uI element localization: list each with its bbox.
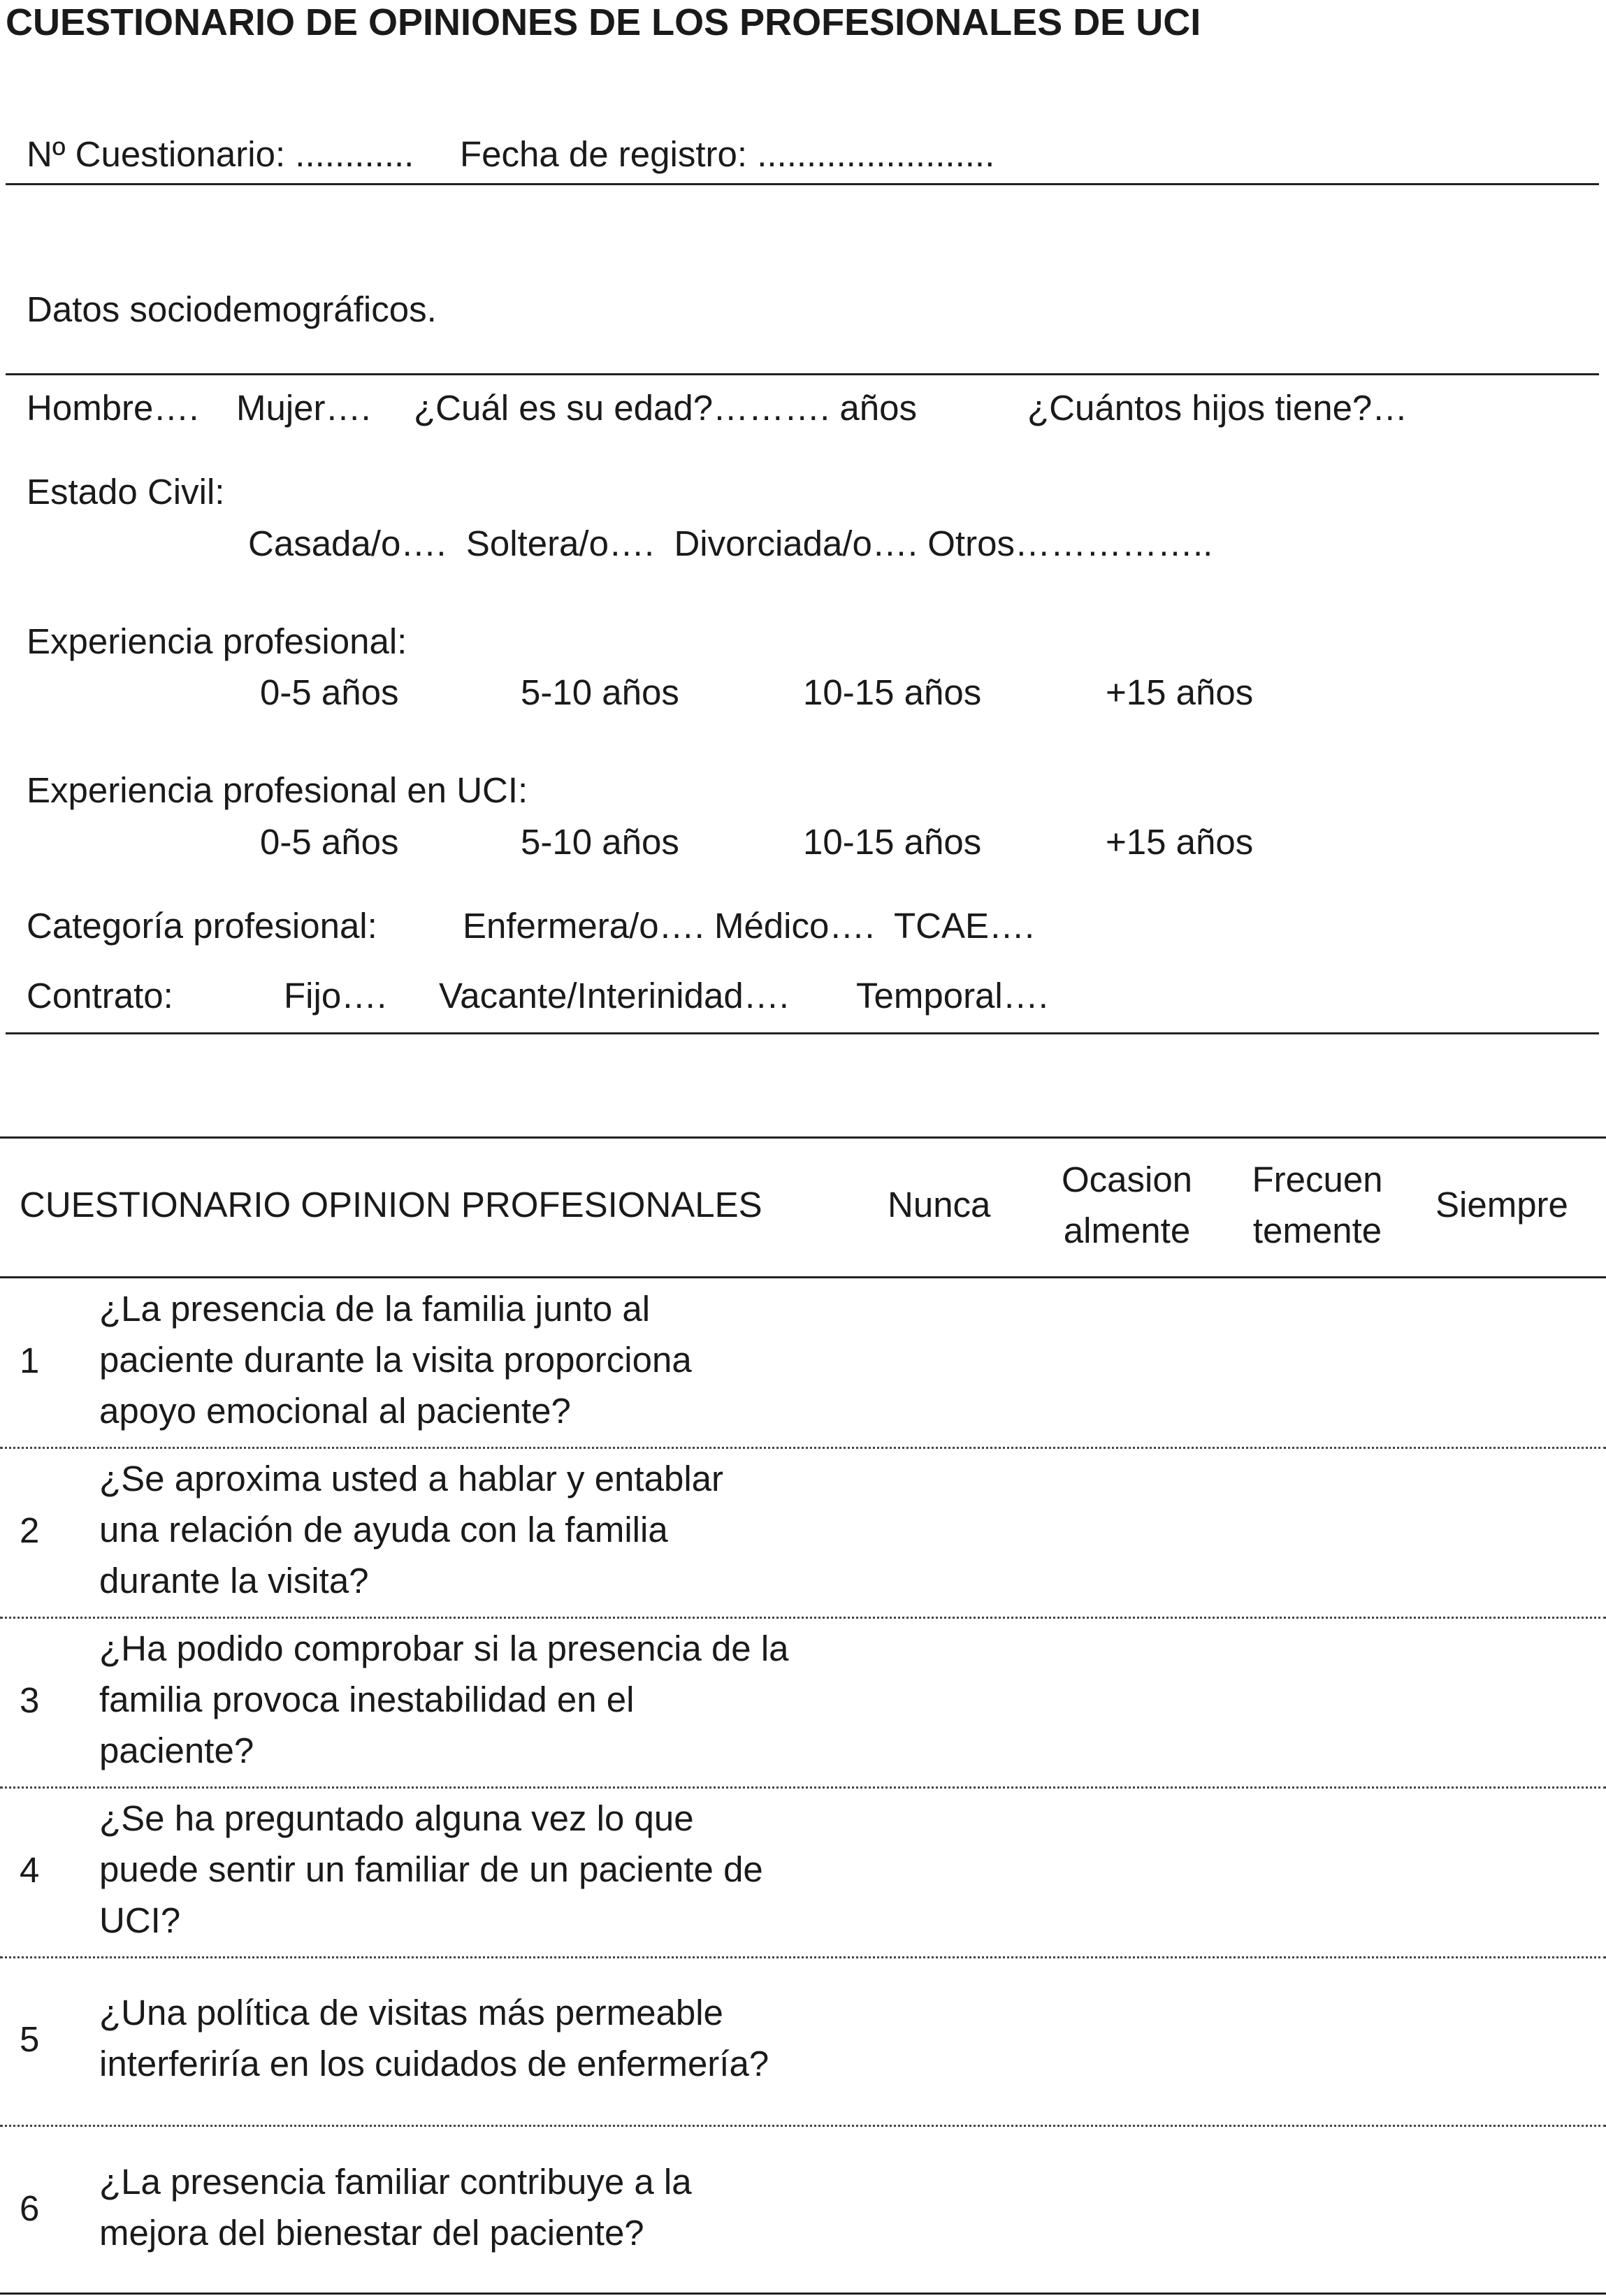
row-number: 5 <box>20 2019 40 2059</box>
experiencia-uci-option-10-15[interactable]: 10-15 años <box>803 822 982 862</box>
contrato-label: Contrato: <box>27 976 173 1016</box>
divider <box>6 373 1599 375</box>
table-top-border <box>0 1136 1606 1139</box>
col-header-siempre: Siempre <box>1435 1185 1568 1225</box>
contrato-vacante-option[interactable]: Vacante/Interinidad…. <box>439 976 789 1016</box>
contrato-fijo-option[interactable]: Fijo…. <box>284 976 387 1016</box>
col-header-frecuentemente-line2: temente <box>1252 1211 1382 1250</box>
table-header-divider <box>0 1276 1606 1278</box>
question-text: ¿La presencia de la familia junto al paciente durante la visita proporciona apoyo emocional al paciente? <box>99 1289 692 1431</box>
row-divider <box>0 1786 1606 1789</box>
experiencia-option-10-15[interactable]: 10-15 años <box>803 672 982 712</box>
col-header-frecuentemente <box>1244 1154 1391 1256</box>
experiencia-uci-option-0-5[interactable]: 0-5 años <box>260 822 399 862</box>
question-text: ¿Se ha preguntado alguna vez lo que puede sentir un familiar de un paciente de UCI? <box>99 1798 763 1940</box>
page-title: CUESTIONARIO DE OPINIONES DE LOS PROFESIONALES DE UCI <box>6 1 1201 43</box>
estado-civil-options[interactable]: Casada/o…. Soltera/o…. Divorciada/o…. Otros…………….. <box>248 524 1213 563</box>
question-text: ¿Una política de visitas más permeable interferiría en los cuidados de enfermería? <box>99 1993 769 2084</box>
row-divider <box>0 2125 1606 2127</box>
experiencia-option-0-5[interactable]: 0-5 años <box>260 672 399 712</box>
col-header-frecuentemente-line1: Frecuen <box>1252 1160 1383 1199</box>
experiencia-label: Experiencia profesional: <box>27 621 407 661</box>
table-header-title: CUESTIONARIO OPINION PROFESIONALES <box>20 1185 762 1225</box>
question-text: ¿La presencia familiar contribuye a la mejora del bienestar del paciente? <box>99 2162 692 2253</box>
question-text: ¿Ha podido comprobar si la presencia de la familia provoca inestabilidad en el paciente? <box>99 1629 789 1770</box>
experiencia-uci-label: Experiencia profesional en UCI: <box>27 770 528 810</box>
experiencia-uci-option-5-10[interactable]: 5-10 años <box>521 822 679 862</box>
col-header-nunca: Nunca <box>888 1185 991 1225</box>
col-header-ocasionalmente-line2: almente <box>1063 1211 1191 1250</box>
section-heading: Datos sociodemográficos. <box>27 289 437 329</box>
row-divider <box>0 1447 1606 1449</box>
col-header-ocasionalmente-line1: Ocasion <box>1061 1160 1193 1199</box>
hijos-field[interactable]: ¿Cuántos hijos tiene?… <box>1027 388 1408 428</box>
categoria-label: Categoría profesional: <box>27 906 377 946</box>
estado-civil-label: Estado Civil: <box>27 472 225 512</box>
hombre-option[interactable]: Hombre…. <box>27 388 199 428</box>
cuestionario-number-field[interactable]: Nº Cuestionario: ............ <box>27 134 414 174</box>
fecha-registro-field[interactable]: Fecha de registro: ........................ <box>460 134 995 174</box>
table-bottom-border <box>0 2293 1606 2295</box>
row-number: 6 <box>20 2188 40 2228</box>
col-header-ocasionalmente <box>1055 1154 1199 1256</box>
categoria-options[interactable]: Enfermera/o…. Médico…. TCAE…. <box>463 906 1035 946</box>
row-number: 1 <box>20 1341 40 1380</box>
mujer-option[interactable]: Mujer…. <box>236 388 371 428</box>
question-text: ¿Se aproxima usted a hablar y entablar una relación de ayuda con la familia durante la visita? <box>99 1459 723 1601</box>
divider <box>6 1032 1599 1034</box>
experiencia-option-15-plus[interactable]: +15 años <box>1106 672 1254 712</box>
experiencia-option-5-10[interactable]: 5-10 años <box>521 672 679 712</box>
contrato-temporal-option[interactable]: Temporal…. <box>856 976 1048 1016</box>
edad-field[interactable]: ¿Cuál es su edad?………. años <box>414 388 918 428</box>
row-number: 4 <box>20 1850 40 1890</box>
row-divider <box>0 1617 1606 1619</box>
row-number: 2 <box>20 1510 40 1550</box>
experiencia-uci-option-15-plus[interactable]: +15 años <box>1106 822 1254 862</box>
row-number: 3 <box>20 1680 40 1720</box>
row-divider <box>0 1956 1606 1958</box>
divider <box>6 183 1599 185</box>
